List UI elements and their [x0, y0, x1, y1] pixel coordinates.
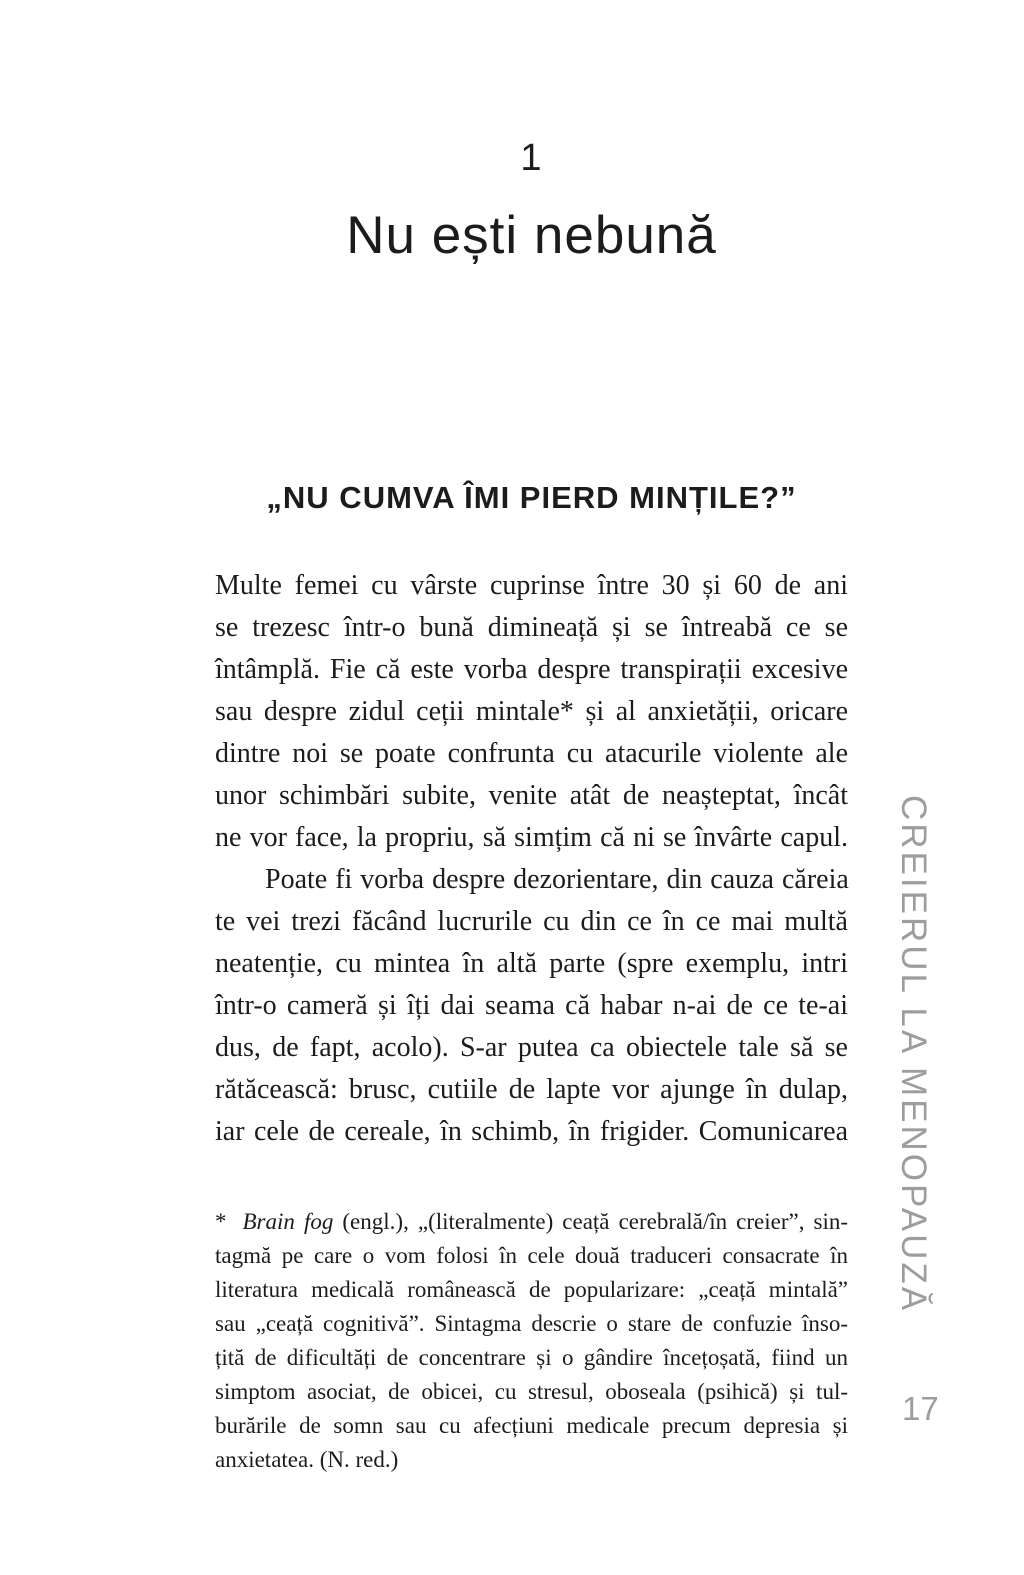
- paragraph-1: [215, 565, 848, 859]
- body-line: iar cele de cereale, în schimb, în frigider. Comunicarea: [215, 1116, 848, 1147]
- chapter-title: Nu ești nebună: [346, 206, 717, 265]
- body-line: sau despre zidul ceții mintale* și al anxietății, oricare: [215, 696, 848, 727]
- section-heading: „NU CUMVA ÎMI PIERD MINȚILE?”: [266, 480, 797, 515]
- body-line: dus, de fapt, acolo). S-ar putea ca obiectele tale să se: [215, 1032, 848, 1063]
- body-line: rătăcească: brusc, cutiile de lapte vor ajunge în dulap,: [215, 1074, 848, 1105]
- footnote-last-line: anxietatea. (N. red.): [215, 1447, 399, 1472]
- page-number: 17: [902, 1390, 939, 1427]
- body-line: te vei trezi făcând lucrurile cu din ce în ce mai multă: [215, 906, 848, 937]
- footnote-line: burările de somn sau cu afecțiuni medicale precum depresia și: [215, 1413, 848, 1438]
- body-line: Poate fi vorba despre dezorientare, din cauza căreia: [265, 864, 849, 895]
- footnote-line: sau „ceață cognitivă”. Sintagma descrie o stare de confuzie înso-: [215, 1311, 848, 1336]
- footnote-first-line-text: (engl.), „(literalmente) ceață cerebrală/în creier”, sin-: [333, 1209, 849, 1234]
- footnote-middle-lines: [215, 1239, 848, 1443]
- footnote-line: literatura medicală românească de popularizare: „ceață mintală”: [215, 1277, 848, 1302]
- running-margin-title: CREIERUL LA MENOPAUZĂ: [894, 795, 933, 1314]
- body-line: întâmplă. Fie că este vorba despre transpirații excesive: [215, 654, 848, 685]
- footnote-line: tagmă pe care o vom folosi în cele două traduceri consacrate în: [215, 1243, 848, 1268]
- footnote-line: simptom asociat, de obicei, cu stresul, oboseala (psihică) și tul-: [215, 1379, 848, 1404]
- body-line: ne vor face, la propriu, să simțim că ni se învârte capul.: [215, 822, 848, 853]
- footnote-term: Brain fog: [242, 1209, 334, 1234]
- body-line: unor schimbări subite, venite atât de neașteptat, încât: [215, 780, 848, 811]
- body-line: neatenție, cu mintea în altă parte (spre exemplu, intri: [215, 948, 848, 979]
- footnote-first-line: [215, 1205, 848, 1239]
- body-text: [215, 565, 848, 1153]
- footnote: [215, 1205, 848, 1477]
- footnote-line: țită de dificultăți de concentrare și o gândire încețoșată, fiind un: [215, 1345, 848, 1370]
- footnote-marker: *: [215, 1209, 227, 1234]
- paragraph-2: [215, 859, 848, 1153]
- body-line: se trezesc într-o bună dimineață și se întreabă ce se: [215, 612, 848, 643]
- body-line: dintre noi se poate confrunta cu atacurile violente ale: [215, 738, 848, 769]
- body-line: într-o cameră și îți dai seama că habar n-ai de ce te-ai: [215, 990, 848, 1021]
- chapter-number: 1: [520, 137, 543, 179]
- body-line: Multe femei cu vârste cuprinse între 30 și 60 de ani: [215, 570, 848, 601]
